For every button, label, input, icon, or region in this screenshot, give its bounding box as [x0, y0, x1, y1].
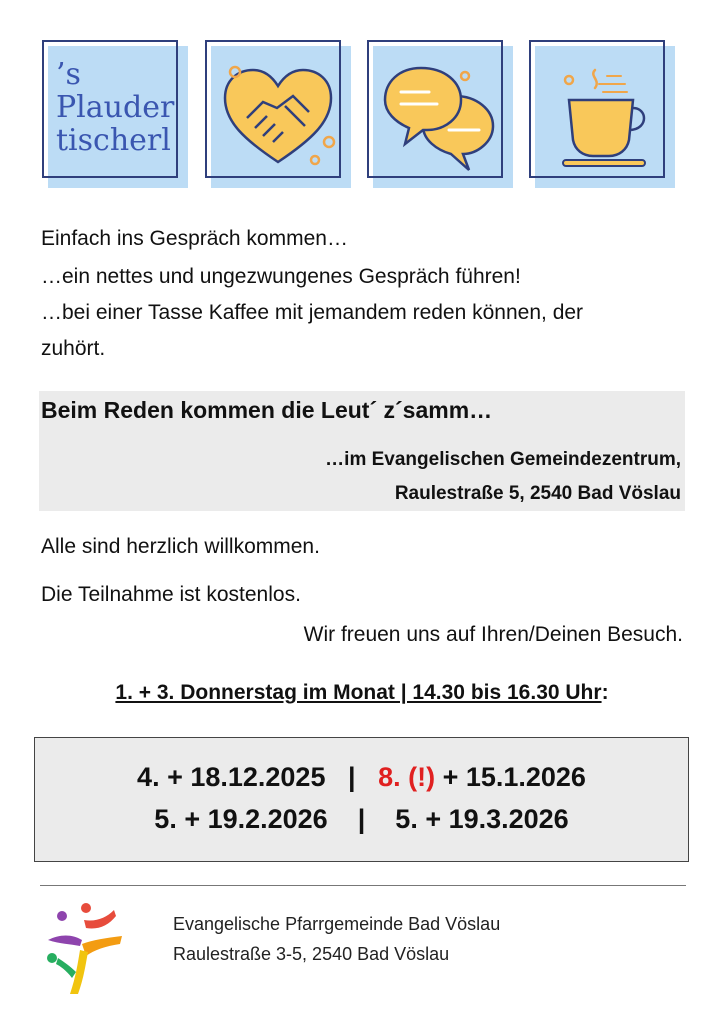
intro-line: …ein nettes und ungezwungenes Gespräch führen! [41, 265, 521, 288]
footer-divider [40, 885, 686, 886]
footer-address: Evangelische Pfarrgemeinde Bad Vöslau Raulestraße 3-5, 2540 Bad Vöslau [173, 914, 501, 964]
handshake-heart-icon [205, 40, 351, 188]
intro-line: zuhört. [41, 337, 106, 360]
coffee-cup-icon [529, 40, 675, 188]
welcome-text: Alle sind herzlich willkommen. [41, 535, 320, 558]
highlight-title: Beim Reden kommen die Leut´ z´samm… [41, 397, 493, 423]
speech-bubbles-tile [367, 40, 513, 188]
header-tiles [42, 40, 682, 195]
parish-logo-icon [40, 900, 130, 1000]
dates-box [34, 737, 689, 862]
changed-date: 8. (!) [378, 762, 436, 792]
highlight-box [39, 391, 685, 511]
plaudertischerl-logo: ’s Plauder tischerl [56, 57, 175, 158]
intro-line: Einfach ins Gespräch kommen… [41, 227, 348, 250]
coffee-tile [529, 40, 675, 188]
handshake-tile [205, 40, 351, 188]
speech-bubbles-icon [367, 40, 513, 188]
intro-line: …bei einer Tasse Kaffee mit jemandem reden können, der [41, 301, 584, 324]
intro-text [41, 221, 681, 367]
event-location: …im Evangelischen Gemeindezentrum, Raulestraße 5, 2540 Bad Vöslau [325, 449, 681, 504]
free-text: Die Teilnahme ist kostenlos. [41, 583, 301, 606]
schedule-heading: 1. + 3. Donnerstag im Monat | 14.30 bis 16.30 Uhr: [115, 681, 609, 704]
visit-text: Wir freuen uns auf Ihren/Deinen Besuch. [303, 623, 683, 646]
logo-tile [42, 40, 188, 188]
dates-line-2: 5. + 19.2.2026 | 5. + 19.3.2026 [154, 804, 569, 834]
dates-line-1: 4. + 18.12.2025 | 8. (!) + 15.1.2026 [137, 762, 586, 792]
